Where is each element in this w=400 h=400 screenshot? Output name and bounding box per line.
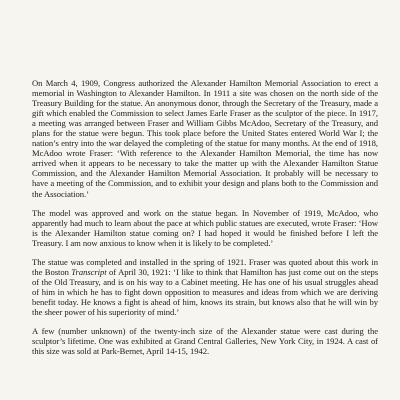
paragraph-statue-completed <box>32 257 378 317</box>
paragraph-model-approved <box>32 208 378 248</box>
body-text <box>32 78 378 356</box>
publication-title: Transcript <box>71 266 107 277</box>
paragraph-text: On March 4, 1909, Congress authorized the Alexander Hamilton Memorial Association to erect a memorial in Washington to Alexander Hamilton. In 1911 a site was chosen on the north side of the Treasury Building for the statue. An anonymous donor, through the Secretary of the Treasury, made a gift which enabled the Commission to select James Earle Fraser as the sculptor of the piece. In 1917, a meeting was arranged between Fraser and William Gibbs McAdoo, Secretary of the Treasury, and plans for the statue were begun. This took place before the United States entered World War I; the nation’s entry into the war delayed the completing of the statue for many months. At the end of 1918, McAdoo wrote Fraser: ‘With reference to the Alexander Hamilton Memorial, the time has now arrived when it appears to be necessary to take the matter up with the Alexander Hamilton Statue Commission, and the Alexander Hamilton Memorial Association. It probably will be necessary to have a meeting of the Commission, and to exhibit your design and plans both to the Commission and the Association.’ <box>32 78 378 199</box>
paragraph-text: of April 30, 1921: ‘I like to think that Hamilton has just come out on the steps of the Old Treasury, and is on his way to a Cabinet meeting. He has one of his usual struggles ahead of him in which he has to fight down opposition to measures and ideas from which we are deriving benefit today. He knows a fight is ahead of him, knows its strain, but knows also that he will win by the sheer power of his superiority of mind.’ <box>32 266 378 317</box>
paragraph-memorial-history <box>32 78 378 199</box>
paragraph-text: The statue was completed and installed in the spring of 1921. Fraser was quoted about this work in the Boston <box>32 256 378 277</box>
paragraph-text: The model was approved and work on the statue began. In November of 1919, McAdoo, who apparently had much to learn about the pace at which public statues are executed, wrote Fraser: ‘How is the Alexander Hamilton statue coming on? I had hoped it would be finished before I left the Treasury. I am now anxious to know when it is likely to be completed.’ <box>32 207 378 248</box>
paragraph-casts <box>32 326 378 356</box>
paragraph-text: A few (number unknown) of the twenty-inch size of the Alexander statue were cast during the sculptor’s lifetime. One was exhibited at Grand Central Galleries, New York City, in 1924. A cast of this size was sold at Park-Bernet, April 14-15, 1942. <box>32 326 378 357</box>
